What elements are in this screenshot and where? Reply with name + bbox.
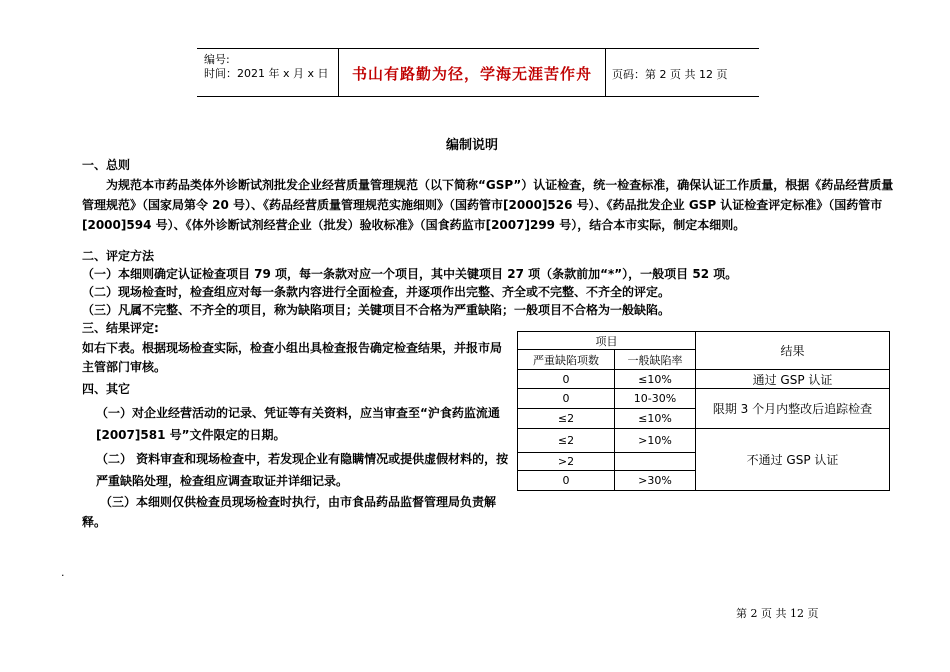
header-time-label: 时间：2021 年 x 月 x 日: [204, 67, 329, 80]
section-2-item-1: （一）本细则确定认证检查项目 79 项，每一条款对应一个项目，其中关键项目 27 项（条款前加“*”），一般项目 52 项。: [82, 267, 738, 281]
header-bottom-rule: [197, 96, 759, 97]
table-header-serious: 严重缺陷项数: [533, 353, 599, 367]
header-motto: 书山有路勤为径，学海无涯苦作舟: [352, 65, 593, 83]
table-row-2-general: 10-30%: [633, 392, 677, 405]
section-3-body: 如右下表。根据现场检查实际，检查小组出具检查报告确定检查结果，并报市局主管部门审核。: [82, 341, 503, 374]
table-header-result: 结果: [780, 344, 805, 358]
section-1-heading: 一、总则: [82, 158, 131, 172]
table-header-general: 一般缺陷率: [627, 353, 683, 367]
section-3-heading: 三、结果评定:: [82, 321, 159, 335]
section-2-heading: 二、评定方法: [82, 249, 155, 263]
section-1-body: 为规范本市药品类体外诊断试剂批发企业经营质量管理规范（以下简称“GSP”）认证检查，统一检查标准，确保认证工作质量，根据《药品经营质量管理规范》（国家局第令 20 号）、《药品经营质量管理规范实施细则》（国药管市[2000]526 号）、《药品批发企业 GSP 认证检查评定标准》（国药管市[2000]594 号）、《体外诊断试剂经营企业（批发）验收标准》（国食药监市[2007]299 号），结合本市实际，制定本细则。: [82, 178, 894, 232]
header-code-label: 编号:: [204, 53, 230, 66]
table-header-item: 项目: [595, 334, 618, 348]
table-result-followup: 限期 3 个月内整改后追踪检查: [712, 402, 873, 416]
section-2-item-3: （三）凡属不完整、不齐全的项目，称为缺陷项目；关键项目不合格为严重缺陷；一般项目不合格为一般缺陷。: [82, 303, 671, 317]
header-page-label: 页码：第 2 页 共 12 页: [612, 68, 728, 81]
table-row-3-serious: ≤2: [557, 412, 575, 425]
table-row-1-serious: 0: [562, 372, 570, 386]
table-row-4-general: >10%: [638, 434, 672, 447]
section-4-item-1: （一）对企业经营活动的记录、凭证等有关资料，应当审查至“沪食药监流通[2007]581 号”文件限定的日期。: [96, 406, 500, 442]
table-row-1-general: ≤10%: [638, 372, 672, 386]
doc-title: 编制说明: [446, 138, 499, 153]
table-result-pass: 通过 GSP 认证: [752, 372, 833, 387]
section-2-item-2: （二）现场检查时，检查组应对每一条款内容进行全面检查，并逐项作出完整、齐全或不完整、不齐全的评定。: [82, 285, 671, 299]
section-4-heading: 四、其它: [82, 382, 131, 396]
table-row-6-serious: 0: [562, 474, 570, 487]
footer-page-number: 第 2 页 共 12 页: [736, 607, 819, 620]
header-top-rule: [197, 48, 759, 49]
section-4-item-2: （二） 资料审查和现场检查中，若发现企业有隐瞒情况或提供虚假材料的，按严重缺陷处理，检查组应调查取证并详细记录。: [96, 452, 509, 488]
table-row-5-general: [615, 453, 695, 470]
table-row-2-serious: 0: [562, 392, 570, 405]
header-divider-right: [605, 48, 606, 96]
header-divider-left: [338, 48, 339, 96]
table-result-fail: 不通过 GSP 认证: [746, 453, 839, 467]
footer-dot: .: [61, 566, 65, 579]
table-row-3-general: ≤10%: [638, 412, 672, 425]
table-row-4-serious: ≤2: [557, 434, 575, 447]
result-table: [517, 331, 890, 491]
section-4-item-3: （三）本细则仅供检查员现场检查时执行，由市食品药品监督管理局负责解释。: [82, 495, 497, 529]
table-row-5-serious: >2: [557, 455, 575, 468]
table-row-6-general: >30%: [638, 474, 672, 487]
